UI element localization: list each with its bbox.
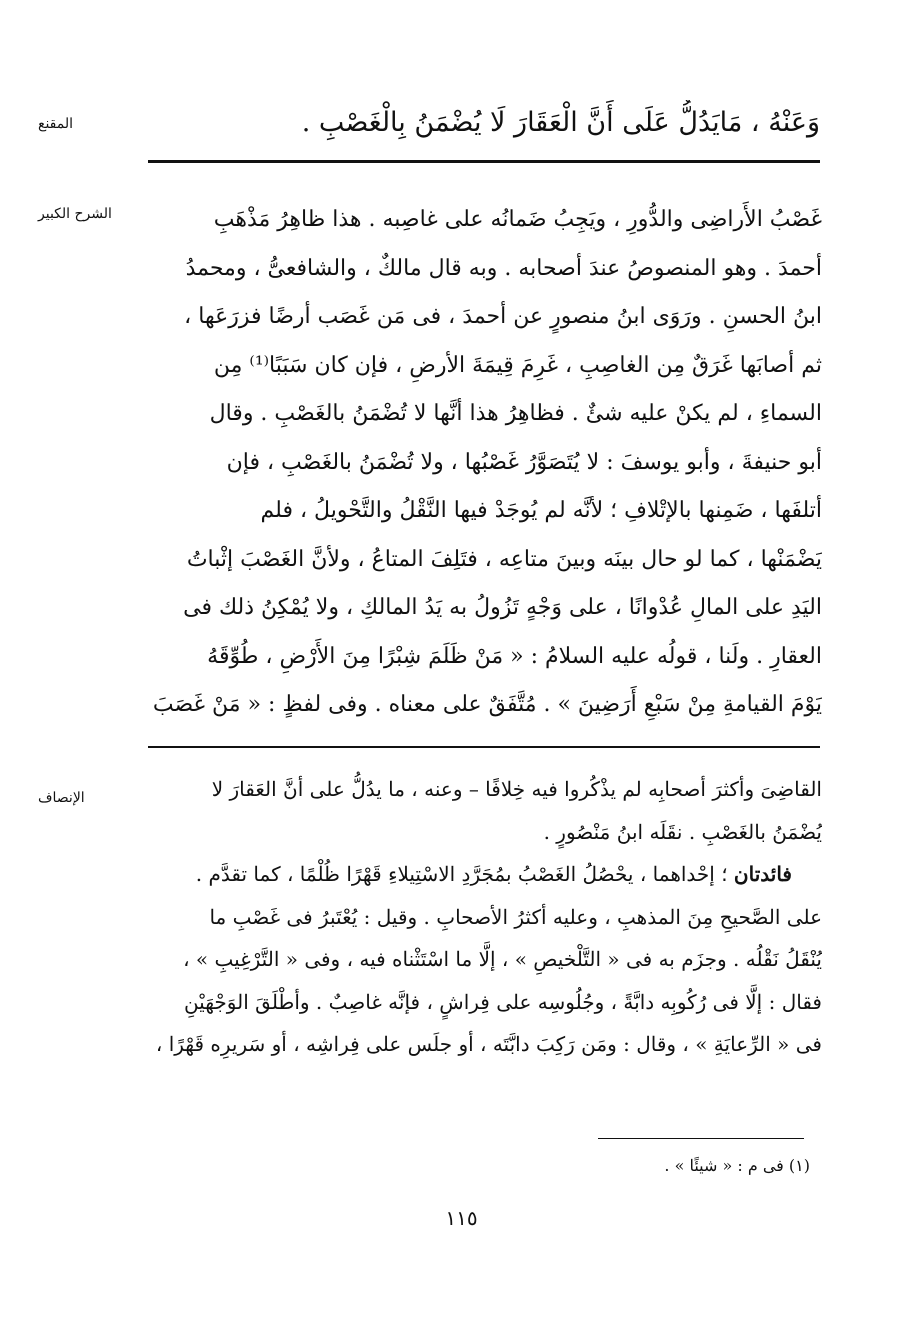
sharh-line: السماءِ ، لم يكنْ عليه شئٌ . فظاهِرُ هذا أنَّها لا تُضْمَنُ بالغَصْبِ . وقال [209, 401, 822, 426]
sharh-line: يَضْمَنْها ، كما لو حال بينَه وبينَ متاعِه ، فتَلِفَ المتاعُ ، ولأنَّ الغَصْبَ إثْباتُ [186, 546, 822, 572]
sharh-divider [148, 746, 820, 748]
sharh-line: ثم أصابَها غَرَقٌ مِن الغاصِبِ ، غَرِمَ قِيمَةَ الأرضِ ، فإن كان سَبَبًا⁽¹⁾ مِن [213, 352, 822, 378]
sharh-line: ابنُ الحسنِ . ورَوَى ابنُ منصورٍ عن أحمدَ ، فى مَن غَصَب أرضًا فزرَعَها ، [184, 304, 822, 329]
insaf-section-label: الإنصاف [38, 790, 85, 806]
matn-line: وَعَنْهُ ، مَايَدُلُّ عَلَى أَنَّ الْعَقَارَ لَا يُضْمَنُ بِالْغَصْبِ . [301, 107, 820, 138]
sharh-text [140, 196, 822, 730]
footnote: (١) فى م : « شيئًا » . [664, 1156, 810, 1175]
sharh-line: أتلفَها ، ضَمِنها بالإتْلافِ ؛ لأنَّه لم يُوجَدْ فيها النَّقْلُ والتَّحْويلُ ، فلم [260, 498, 822, 523]
sharh-line: يَوْمَ القيامةِ مِنْ سَبْعِ أَرَضِينَ » . مُتَّفَقٌ على معناه . وفى لفظٍ : « مَنْ غَصَبَ [152, 692, 822, 717]
insaf-line: يُنْقَلُ نَقْلُه . وجزَم به فى « التَّلْخيصِ » ، إلَّا ما اسْتَثْناه فيه ، وفى « التَّرْغِيبِ » ، [183, 947, 822, 971]
insaf-line: القاضِىَ وأكثرَ أصحابِه لم يذْكُروا فيه خِلافًا – وعنه ، ما يدُلُّ على أنَّ العَقارَ لا [211, 777, 822, 801]
sharh-line: العقارِ . ولَنا ، قولُه عليه السلامُ : « مَنْ ظَلَمَ شِبْرًا مِنَ الأَرْضِ ، طُوِّقَهُ [207, 643, 822, 669]
insaf-faida-line [140, 853, 822, 896]
sharh-line: أحمدَ . وهو المنصوصُ عندَ أصحابه . وبه قال مالكٌ ، والشافعىُّ ، ومحمدُ [185, 255, 822, 281]
faida-text: ؛ إحْداهما ، يحْصُلُ الغَصْبُ بمُجَرَّدِ الاسْتِيلاءِ قَهْرًا ظُلْمًا ، كما تقدَّم . [195, 862, 728, 886]
sharh-line: أبو حنيفةَ ، وأبو يوسفَ : لا يُتَصَوَّرُ غَصْبُها ، ولا تُضْمَنُ بالغَصْبِ ، فإن [226, 449, 822, 475]
matn-divider [148, 160, 820, 163]
insaf-line: على الصَّحيحِ مِنَ المذهبِ ، وعليه أكثرُ الأصحابِ . وقيل : يُعْتَبرُ فى غَصْبِ ما [209, 904, 822, 929]
insaf-line: فى « الرِّعايَةِ » ، وقال : ومَن رَكِبَ دابَّتَه ، أو جلَس على فِراشِه ، أو سَريرِه قَهْرًا ، [155, 1032, 822, 1056]
insaf-text [140, 768, 822, 1066]
sharh-line: غَصْبُ الأَراضِى والدُّورِ ، ويَجِبُ ضَمانُه على غاصِبه . هذا ظاهِرُ مَذْهَبِ [213, 207, 822, 232]
matn-text [140, 100, 820, 146]
sharh-line: اليَدِ على المالِ عُدْوانًا ، على وَجْهٍ تَزُولُ به يَدُ المالكِ ، ولا يُمْكِنُ ذلك فى [183, 595, 822, 620]
matn-section-label: المقنع [38, 116, 74, 132]
insaf-line: يُضْمَنُ بالغَصْبِ . نقَلَه ابنُ مَنْصُورٍ . [543, 819, 822, 844]
faida-heading: فائدتان [733, 862, 792, 886]
insaf-line: فقال : إلَّا فى رُكُوبِه دابَّةً ، وجُلُوسِه على فِراشٍ ، فإنَّه غاصِبٌ . وأطْلَقَ الوَجْهَيْنِ [183, 989, 822, 1014]
page-number: ١١٥ [445, 1206, 478, 1230]
footnote-divider [598, 1138, 804, 1139]
sharh-section-label: الشرح الكبير [38, 206, 112, 222]
